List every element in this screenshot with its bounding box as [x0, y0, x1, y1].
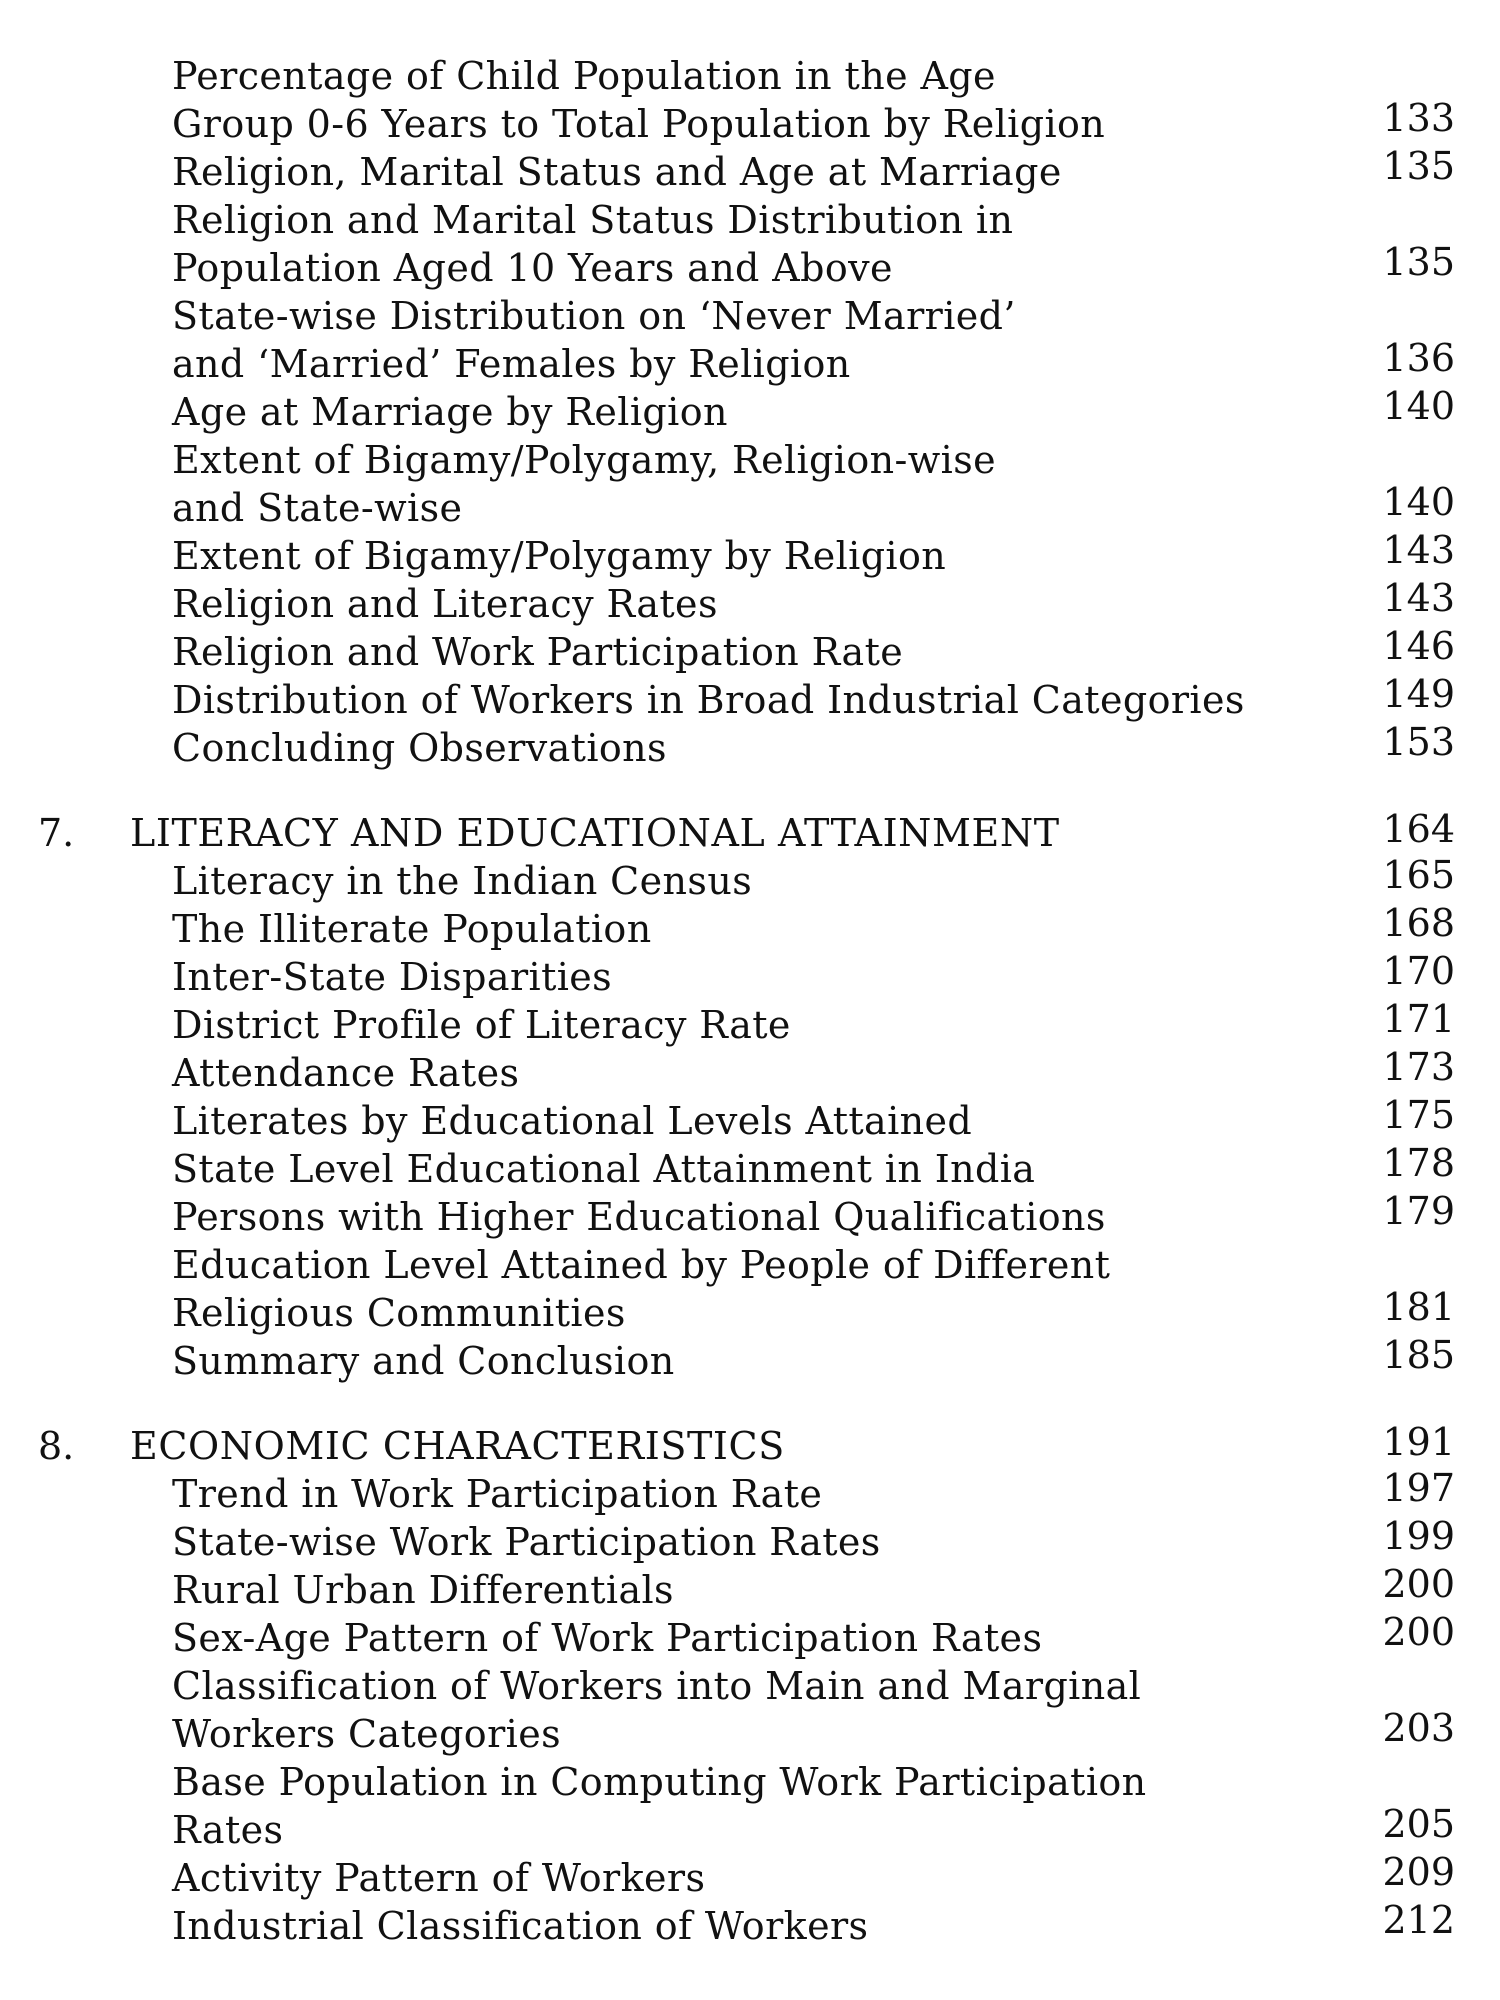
toc-entry-page-number: 197	[1382, 1466, 1455, 1510]
toc-entry-title-line: Rural Urban Differentials	[172, 1568, 674, 1612]
toc-entry-page-number: 179	[1382, 1189, 1455, 1233]
toc-entry-title	[172, 628, 1352, 676]
toc-entry-page-number: 185	[1382, 1333, 1455, 1377]
toc-entry-title	[172, 724, 1352, 772]
toc-entry-title-line: District Profile of Literacy Rate	[172, 1003, 791, 1047]
toc-entry-title-line: Age at Marriage by Religion	[172, 390, 728, 434]
chapter-number: 8.	[38, 1424, 75, 1468]
toc-entry-page-number: 200	[1382, 1562, 1455, 1606]
toc-entry-title-line: Persons with Higher Educational Qualifications	[172, 1195, 1106, 1239]
toc-entry-page-number: 200	[1382, 1610, 1455, 1654]
toc-entry-page-number: 168	[1382, 901, 1455, 945]
toc-entry-title	[172, 292, 1352, 388]
toc-entry-page-number: 175	[1382, 1093, 1455, 1137]
toc-entry-title-line: Distribution of Workers in Broad Industrial Categories	[172, 678, 1245, 722]
toc-entry-page-number: 140	[1382, 480, 1455, 524]
toc-entry-title-line: Classification of Workers into Main and Marginal	[172, 1664, 1142, 1708]
chapter-number: 7.	[38, 811, 75, 855]
toc-entry-title	[172, 1241, 1352, 1337]
toc-entry-page-number: 136	[1382, 336, 1455, 380]
toc-entry-title-line: Workers Categories	[172, 1712, 561, 1756]
toc-entry-title-line: Extent of Bigamy/Polygamy, Religion-wise	[172, 438, 997, 482]
toc-entry-title	[172, 436, 1352, 532]
toc-entry-title-line: Base Population in Computing Work Participation	[172, 1760, 1147, 1804]
toc-entry-title	[172, 1758, 1352, 1854]
toc-entry-title-line: Trend in Work Participation Rate	[172, 1472, 823, 1516]
toc-entry-page-number: 205	[1382, 1802, 1455, 1846]
toc-entry-title	[172, 905, 1352, 953]
toc-entry-title	[172, 1470, 1352, 1518]
toc-entry-page-number: 173	[1382, 1045, 1455, 1089]
toc-entry-title	[172, 1097, 1352, 1145]
toc-entry-title-line: Religious Communities	[172, 1291, 626, 1335]
toc-entry-title-line: Inter-State Disparities	[172, 955, 613, 999]
toc-entry-title-line: Extent of Bigamy/Polygamy by Religion	[172, 534, 947, 578]
chapter-page-number: 191	[1382, 1420, 1455, 1464]
toc-entry-page-number: 135	[1382, 144, 1455, 188]
toc-entry-page-number: 133	[1382, 96, 1455, 140]
toc-entry-title-line: Rates	[172, 1808, 284, 1852]
toc-entry-title	[172, 1193, 1352, 1241]
toc-entry-title	[172, 1662, 1352, 1758]
toc-entry-page-number: 143	[1382, 528, 1455, 572]
toc-entry-title-line: Attendance Rates	[172, 1051, 520, 1095]
toc-entry-title	[172, 1614, 1352, 1662]
toc-entry-title-line: State Level Educational Attainment in India	[172, 1147, 1036, 1191]
toc-entry-title	[172, 1001, 1352, 1049]
toc-entry-title	[172, 953, 1352, 1001]
toc-entry-page-number: 153	[1382, 720, 1455, 764]
toc-entry-title-line: Group 0-6 Years to Total Population by Religion	[172, 102, 1106, 146]
toc-entry-title	[172, 1049, 1352, 1097]
toc-entry-page-number: 135	[1382, 240, 1455, 284]
toc-entry-page-number: 212	[1382, 1898, 1455, 1942]
chapter-page-number: 164	[1382, 807, 1455, 851]
toc-entry-page-number: 171	[1382, 997, 1455, 1041]
toc-entry-title-line: Literates by Educational Levels Attained	[172, 1099, 973, 1143]
toc-entry-title-line: Industrial Classification of Workers	[172, 1904, 869, 1948]
toc-entry-title	[172, 857, 1352, 905]
toc-entry-page-number: 170	[1382, 949, 1455, 993]
toc-entry-title	[172, 580, 1352, 628]
toc-entry-page-number: 165	[1382, 853, 1455, 897]
toc-entry-title	[172, 676, 1352, 724]
toc-entry-title	[172, 388, 1352, 436]
toc-entry-title	[172, 532, 1352, 580]
toc-entry-page-number: 140	[1382, 384, 1455, 428]
toc-entry-page-number: 209	[1382, 1850, 1455, 1894]
toc-entry-page-number: 143	[1382, 576, 1455, 620]
toc-entry-title-line: The Illiterate Population	[172, 907, 652, 951]
chapter-title: ECONOMIC CHARACTERISTICS	[130, 1424, 785, 1468]
toc-entry-title-line: Summary and Conclusion	[172, 1339, 675, 1383]
toc-entry-page-number: 181	[1382, 1285, 1455, 1329]
toc-entry-title-line: and ‘Married’ Females by Religion	[172, 342, 851, 386]
toc-entry-page-number: 178	[1382, 1141, 1455, 1185]
chapter-title: LITERACY AND EDUCATIONAL ATTAINMENT	[130, 811, 1060, 855]
toc-entry-title	[172, 1566, 1352, 1614]
toc-entry-title-line: and State-wise	[172, 486, 463, 530]
toc-entry-title-line: Activity Pattern of Workers	[172, 1856, 706, 1900]
toc-entry-title	[172, 1902, 1352, 1950]
toc-entry-title	[172, 1854, 1352, 1902]
toc-entry-page-number: 149	[1382, 672, 1455, 716]
toc-entry-title	[172, 1145, 1352, 1193]
toc-entry-title-line: State-wise Distribution on ‘Never Married’	[172, 294, 1016, 338]
toc-entry-page-number: 146	[1382, 624, 1455, 668]
toc-entry-title-line: Religion and Marital Status Distribution in	[172, 198, 1014, 242]
toc-entry-title-line: State-wise Work Participation Rates	[172, 1520, 881, 1564]
toc-entry-title-line: Education Level Attained by People of Different	[172, 1243, 1111, 1287]
toc-entry-title-line: Religion and Literacy Rates	[172, 582, 718, 626]
toc-entry-title-line: Literacy in the Indian Census	[172, 859, 753, 903]
toc-entry-title	[172, 1518, 1352, 1566]
toc-entry-title	[172, 1337, 1352, 1385]
toc-entry-title-line: Religion and Work Participation Rate	[172, 630, 904, 674]
toc-entry-title-line: Religion, Marital Status and Age at Marriage	[172, 150, 1062, 194]
toc-entry-title	[172, 52, 1352, 148]
toc-entry-title-line: Sex-Age Pattern of Work Participation Rates	[172, 1616, 1043, 1660]
toc-entry-title	[172, 196, 1352, 292]
toc-entry-page-number: 199	[1382, 1514, 1455, 1558]
toc-entry-page-number: 203	[1382, 1706, 1455, 1750]
toc-entry-title-line: Population Aged 10 Years and Above	[172, 246, 893, 290]
toc-entry-title-line: Concluding Observations	[172, 726, 667, 770]
toc-entry-title-line: Percentage of Child Population in the Age	[172, 54, 996, 98]
toc-entry-title	[172, 148, 1352, 196]
